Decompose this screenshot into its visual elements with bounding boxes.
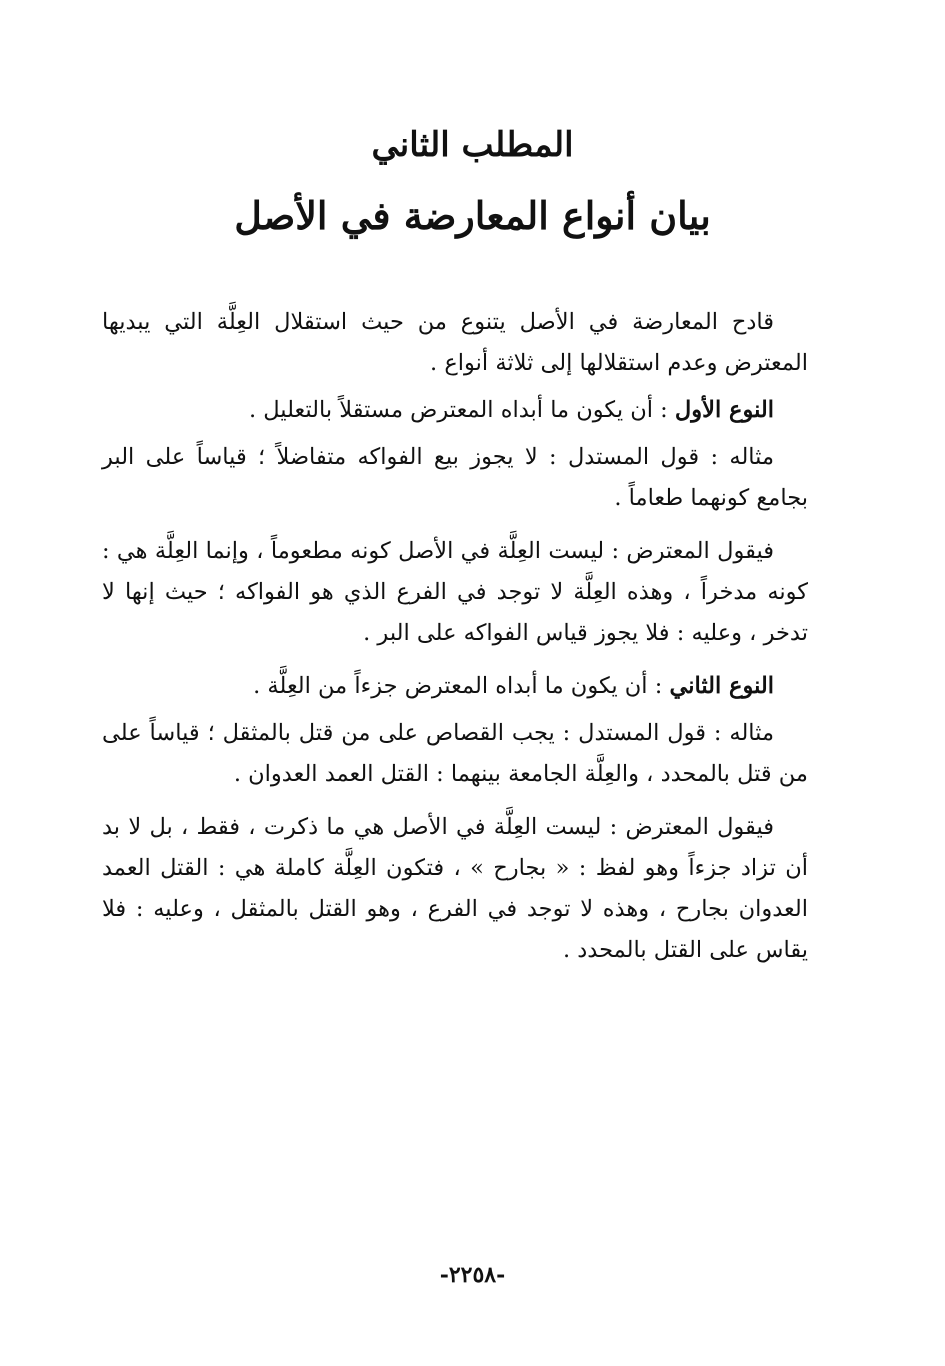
paragraph-type2 (102, 666, 808, 707)
type1-definition: : أن يكون ما أبداه المعترض مستقلاً بالتعليل . (248, 397, 675, 423)
paragraph-type1-objection: فيقول المعترض : ليست العِلَّة في الأصل كونه مطعوماً ، وإنما العِلَّة هي : كونه مدخراً ، وهذه العِلَّة لا توجد في الفرع الذي هو الفواكه ؛ حيث إنها لا تدخر ، وعليه : فلا يجوز قياس الفواكه على البر . (102, 538, 808, 646)
section-title: بيان أنواع المعارضة في الأصل (234, 193, 711, 238)
page-number: -٢٢٥٨- (439, 1262, 506, 1288)
paragraph-intro: قادح المعارضة في الأصل يتنوع من حيث استقلال العِلَّة التي يبديها المعترض وعدم استقلالها إلى ثلاثة أنواع . (102, 309, 808, 376)
type1-term: النوع الأول (674, 397, 774, 423)
body-text (102, 302, 808, 983)
type2-definition: : أن يكون ما أبداه المعترض جزءاً من العِلَّة . (253, 673, 670, 699)
type2-term: النوع الثاني (669, 673, 774, 699)
paragraph-type2-objection: فيقول المعترض : ليست العِلَّة في الأصل هي ما ذكرت ، فقط ، بل لا بد أن تزاد جزءاً وهو لفظ : « بجارح » ، فتكون العِلَّة كاملة هي : القتل العمد العدوان بجارح ، وهذه لا توجد في الفرع ، وهو القتل بالمثقل ، وعليه : فلا يقاس على القتل بالمحدد . (102, 814, 808, 963)
paragraph-type2-example: مثاله : قول المستدل : يجب القصاص على من قتل بالمثقل ؛ قياساً على من قتل بالمحدد ، والعِلَّة الجامعة بينهما : القتل العمد العدوان . (102, 720, 808, 787)
paragraph-type1 (102, 390, 808, 431)
paragraph-type1-example: مثاله : قول المستدل : لا يجوز بيع الفواكه متفاضلاً ؛ قياساً على البر بجامع كونهما طعاماً . (102, 444, 808, 511)
section-label: المطلب الثاني (371, 125, 574, 165)
